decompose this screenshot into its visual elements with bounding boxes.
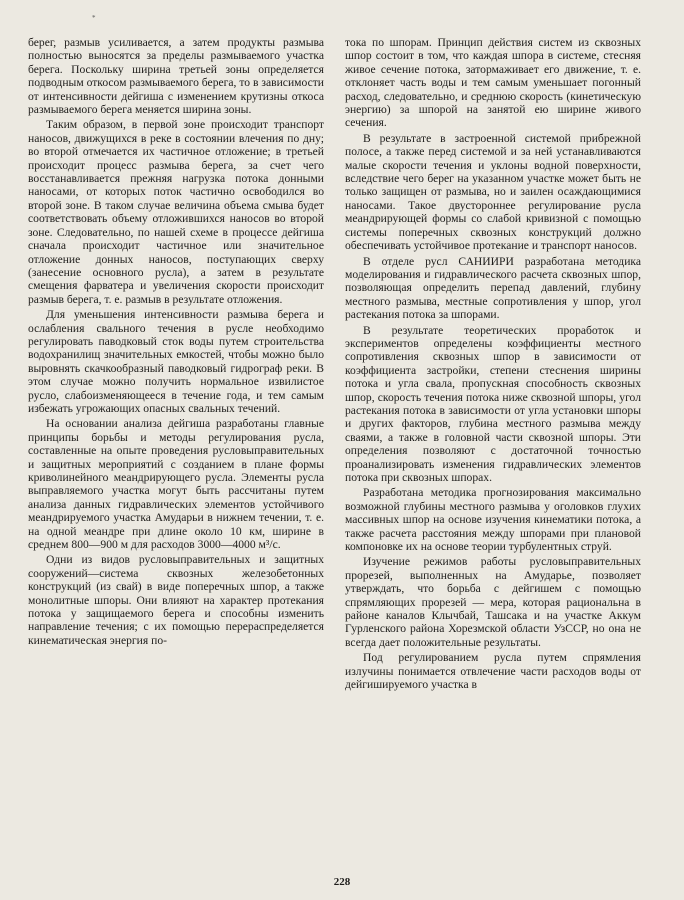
paragraph: берег, размыв усиливается, а затем продукты размыва полностью выносятся за пределы размываемого участка берега. Поскольку ширина третьей зоны определяется подводным откосом размываемого берега, то в зависимости от интенсивности дейгиша с изменением крутизны откоса размываемого берега меняется ширина зоны. [28, 36, 324, 117]
right-column [345, 36, 641, 692]
paragraph: На основании анализа дейгиша разработаны главные принципы борьбы и методы регулирования русла, составленные на опыте проведения русловыправительных и защитных мероприятий с созданием в плане формы криволинейного меандрирующего русла. Элементы русла выправляемого участка могут быть рассчитаны путем анализа данных гидравлических элементов устойчивого меандрируемого участка Амударьи в нижнем течении, т. е. на одной меандре при длине около 10 км, ширине в среднем 800—900 м для расходов 3000—4000 м³/с. [28, 417, 324, 552]
page-number: 228 [333, 876, 351, 888]
paragraph: В отделе русл САНИИРИ разработана методика моделирования и гидравлического расчета сквозных шпор, позволяющая определить перепад давлений, глубину местного размыва, местные сопротивления у шпор, угол растекания потока за шпорами. [345, 254, 641, 322]
page-mark: * [92, 14, 96, 22]
paragraph: Таким образом, в первой зоне происходит транспорт наносов, движущихся в реке в состоянии влечения по дну; во второй отмечается их частичное отложение; в третьей происходит процесс размыва берега, за счет чего восстанавливается прежняя нагрузка потока донными наносами, от которых поток частично освободился во второй зоне. В таком случае величина объема смыва будет соответствовать объему отложившихся наносов во второй зоне. Следовательно, по нашей схеме в процессе дейгиша сначала происходит частичное или значительное отложение донных наносов, поступающих сверху (занесение основного русла), а затем в результате смещения фарватера и увеличения скорости происходит размыв берега, т. е. размыв в результате отложения. [28, 118, 324, 306]
paragraph: В результате теоретических проработок и экспериментов определены коэффициенты местного сопротивления сквозных шпор в зависимости от коэффициента застройки, степени стеснения ширины потока и угла свала, пропускная способность сквозных шпор, скорость течения потока ниже сквозной шпоры, угол растекания потока в зависимости от угла установки шпоры и других факторов, глубина местного размыва между сваями, а также в головной части сквозной шпоры. Эти определения позволяют с достаточной точностью проанализировать изменения гидравлических элементов потока при сквозных шпорах. [345, 323, 641, 484]
paragraph: Для уменьшения интенсивности размыва берега и ослабления свального течения в русле необходимо регулировать паводковый сток воды путем строительства водохранилищ значительных емкостей, чтобы можно было выровнять скачкообразный паводковый гидрограф реки. В этом случае можно получить нормальное извилистое русло, слабоизменяющееся в течение года, и тем самым избежать угрожающих опасных свальных течений. [28, 308, 324, 415]
paragraph: Одни из видов русловыправительных и защитных сооружений—система сквозных железобетонных конструкций (из свай) в виде поперечных шпор, а также монолитные шпоры. Они влияют на характер протекания потока у защищаемого берега и способны изменить направление течения; с их помощью перераспределяется кинематическая энергия по- [28, 553, 324, 647]
paragraph: тока по шпорам. Принцип действия систем из сквозных шпор состоит в том, что каждая шпора в системе, стесняя живое сечение потока, затормаживает его движение, т. е. отклоняет часть воды и тем самым уменьшает погонный расход, следовательно, и среднюю скорость (кинетическую энергию) за шпорой на занятой ею ширине живого сечения. [345, 36, 641, 130]
paragraph: Под регулированием русла путем спрямления излучины понимается отвлечение части расходов воды от дейгишируемого участка в [345, 651, 641, 692]
paragraph: В результате в застроенной системой прибрежной полосе, а также перед системой и за ней устанавливаются малые скорости течения и уклоны водной поверхности, вследствие чего берег на указанном участке может быть не только защищен от размыва, но и заилен осаждающимися наносами. Такое двустороннее регулирование русла меандрирующей формы со слабой кривизной с помощью системы поперечных сквозных конструкций должно обеспечивать устойчивое протекание и транспорт наносов. [345, 131, 641, 253]
paragraph: Изучение режимов работы русловыправительных прорезей, выполненных на Амударье, позволяет утверждать, что борьба с дейгишем с помощью спрямляющих прорезей — мера, которая рациональна в районе каналов Клычбай, Ташсака и на участке Аккум Гурленского района Хорезмской области УзССР, но она не всегда дает положительные результаты. [345, 555, 641, 649]
left-column [28, 36, 324, 647]
paragraph: Разработана методика прогнозирования максимально возможной глубины местного размыва у оголовков глухих массивных шпор на основе изучения кинематики потока, а также расчета расстояния между шпорами при плановой компоновке их на основе теории турбулентных струй. [345, 486, 641, 554]
